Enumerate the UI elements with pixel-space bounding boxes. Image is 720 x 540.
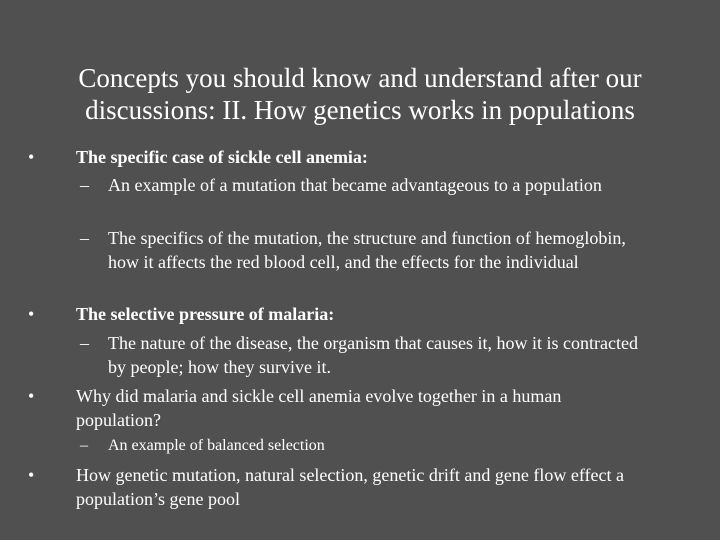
bullet-text: How genetic mutation, natural selection, genetic drift and gene flow effect a population’s gene pool <box>76 465 624 509</box>
dash-marker: – <box>80 175 89 195</box>
bullet-marker: • <box>28 386 35 406</box>
subitem-text: The nature of the disease, the organism that causes it, how it is contracted by people; how they survive it. <box>108 333 639 377</box>
slide-title: Concepts you should know and understand after our discussions: II. How genetics works in populations <box>78 63 642 125</box>
subitem-text: An example of a mutation that became advantageous to a population <box>108 175 602 195</box>
bullet-text: The specific case of sickle cell anemia: <box>76 147 368 167</box>
bullet-text: Why did malaria and sickle cell anemia evolve together in a human population? <box>76 386 562 430</box>
bullet-marker: • <box>28 465 35 485</box>
bullet-marker: • <box>28 304 35 324</box>
subitem-text: An example of balanced selection <box>108 437 325 454</box>
bullet-marker: • <box>28 147 35 167</box>
dash-marker: – <box>80 228 89 248</box>
subitem-text: The specifics of the mutation, the structure and function of hemoglobin, how it affects the red blood cell, and the effects for the individual <box>108 228 626 272</box>
dash-marker: – <box>80 437 88 454</box>
dash-marker: – <box>80 333 89 353</box>
bullet-text: The selective pressure of malaria: <box>76 304 335 324</box>
